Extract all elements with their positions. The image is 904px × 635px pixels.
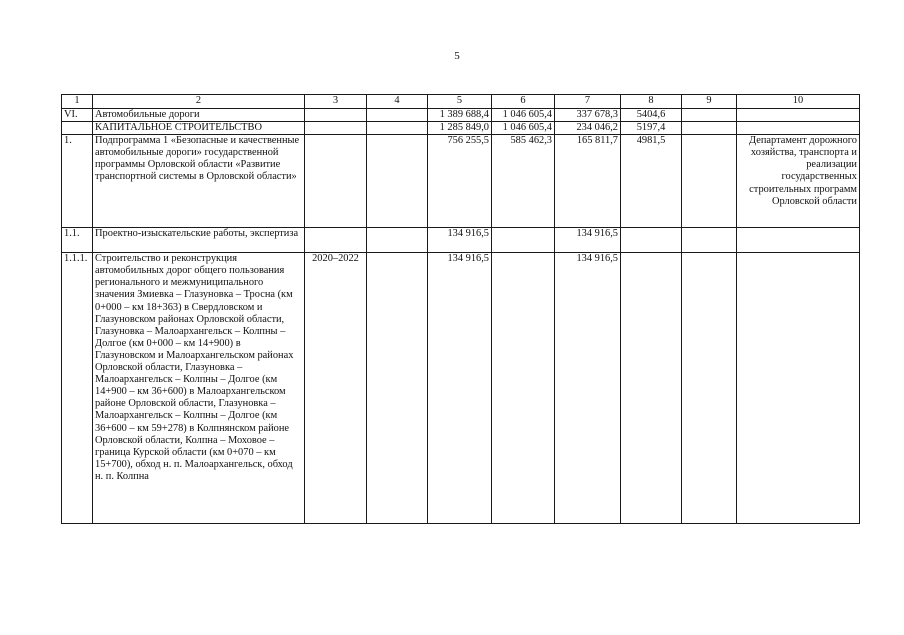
row-name: Автомобильные дороги [93, 109, 305, 122]
column-header: 8 [621, 95, 682, 109]
row-col10: Департамент дорожного хозяйства, транспорта и реализации государственных строительных программ Орловской области [737, 135, 860, 228]
row-name: КАПИТАЛЬНОЕ СТРОИТЕЛЬСТВО [93, 122, 305, 135]
column-header: 10 [737, 95, 860, 109]
row-col10 [737, 228, 860, 253]
table-row [62, 109, 860, 122]
row-col6 [492, 253, 555, 524]
row-col9 [682, 253, 737, 524]
row-period [305, 122, 367, 135]
row-col10 [737, 122, 860, 135]
row-col9 [682, 135, 737, 228]
row-col5: 1 285 849,0 [428, 122, 492, 135]
row-col5: 134 916,5 [428, 253, 492, 524]
row-number [62, 122, 93, 135]
row-col5: 756 255,5 [428, 135, 492, 228]
row-col8: 4981,5 [621, 135, 682, 228]
row-col7: 165 811,7 [555, 135, 621, 228]
table-header-row [62, 95, 860, 109]
column-header: 2 [93, 95, 305, 109]
row-col4 [367, 109, 428, 122]
row-col8 [621, 253, 682, 524]
row-number: 1. [62, 135, 93, 228]
row-col9 [682, 122, 737, 135]
row-col4 [367, 253, 428, 524]
row-col10 [737, 109, 860, 122]
table-row [62, 228, 860, 253]
row-name: Строительство и реконструкция автомобильных дорог общего пользования регионального и межмуниципального значения Змиевка – Глазуновка – Тросна (км 0+000 – км 18+363) в Свердловском и Глазуновском районах Орловской области, Глазуновка – Малоархангельск – Колпны – Долгое (км 0+000 – км 14+900) в Глазуновском и Малоархангельском районах Орловской области, Глазуновка – Малоархангельск – Колпны – Долгое (км 14+900 – км 36+600) в Малоархангельском районе Орловской области, Глазуновка – Малоархангельск – Колпны – Долгое (км 36+600 – км 59+278) в Колпнянском районе Орловской области, Колпна – Моховое – граница Курской области (км 0+070 – км 15+700), обход н. п. Малоархангельск, обход н. п. Колпна [93, 253, 305, 524]
column-header: 1 [62, 95, 93, 109]
row-name: Проектно-изыскательские работы, экспертиза [93, 228, 305, 253]
program-table [61, 94, 860, 524]
row-number: VI. [62, 109, 93, 122]
row-period [305, 135, 367, 228]
row-col9 [682, 228, 737, 253]
row-col6 [492, 228, 555, 253]
row-col7: 134 916,5 [555, 253, 621, 524]
column-header: 3 [305, 95, 367, 109]
row-period [305, 228, 367, 253]
row-col8 [621, 228, 682, 253]
row-col7: 234 046,2 [555, 122, 621, 135]
table-row [62, 253, 860, 524]
row-col4 [367, 122, 428, 135]
row-number: 1.1.1. [62, 253, 93, 524]
row-period: 2020–2022 [305, 253, 367, 524]
row-col4 [367, 135, 428, 228]
column-header: 5 [428, 95, 492, 109]
row-col8: 5404,6 [621, 109, 682, 122]
row-name: Подпрограмма 1 «Безопасные и качественные автомобильные дороги» государственной программы Орловской области «Развитие транспортной системы в Орловской области» [93, 135, 305, 228]
column-header: 6 [492, 95, 555, 109]
row-col6: 1 046 605,4 [492, 109, 555, 122]
column-header: 4 [367, 95, 428, 109]
page-number: 5 [454, 50, 460, 62]
row-col4 [367, 228, 428, 253]
column-header: 9 [682, 95, 737, 109]
row-col7: 337 678,3 [555, 109, 621, 122]
row-col10 [737, 253, 860, 524]
row-col7: 134 916,5 [555, 228, 621, 253]
row-number: 1.1. [62, 228, 93, 253]
row-col5: 134 916,5 [428, 228, 492, 253]
column-header: 7 [555, 95, 621, 109]
row-col8: 5197,4 [621, 122, 682, 135]
row-col6: 585 462,3 [492, 135, 555, 228]
row-col5: 1 389 688,4 [428, 109, 492, 122]
row-col6: 1 046 605,4 [492, 122, 555, 135]
table-row [62, 135, 860, 228]
table-row [62, 122, 860, 135]
row-col9 [682, 109, 737, 122]
row-period [305, 109, 367, 122]
